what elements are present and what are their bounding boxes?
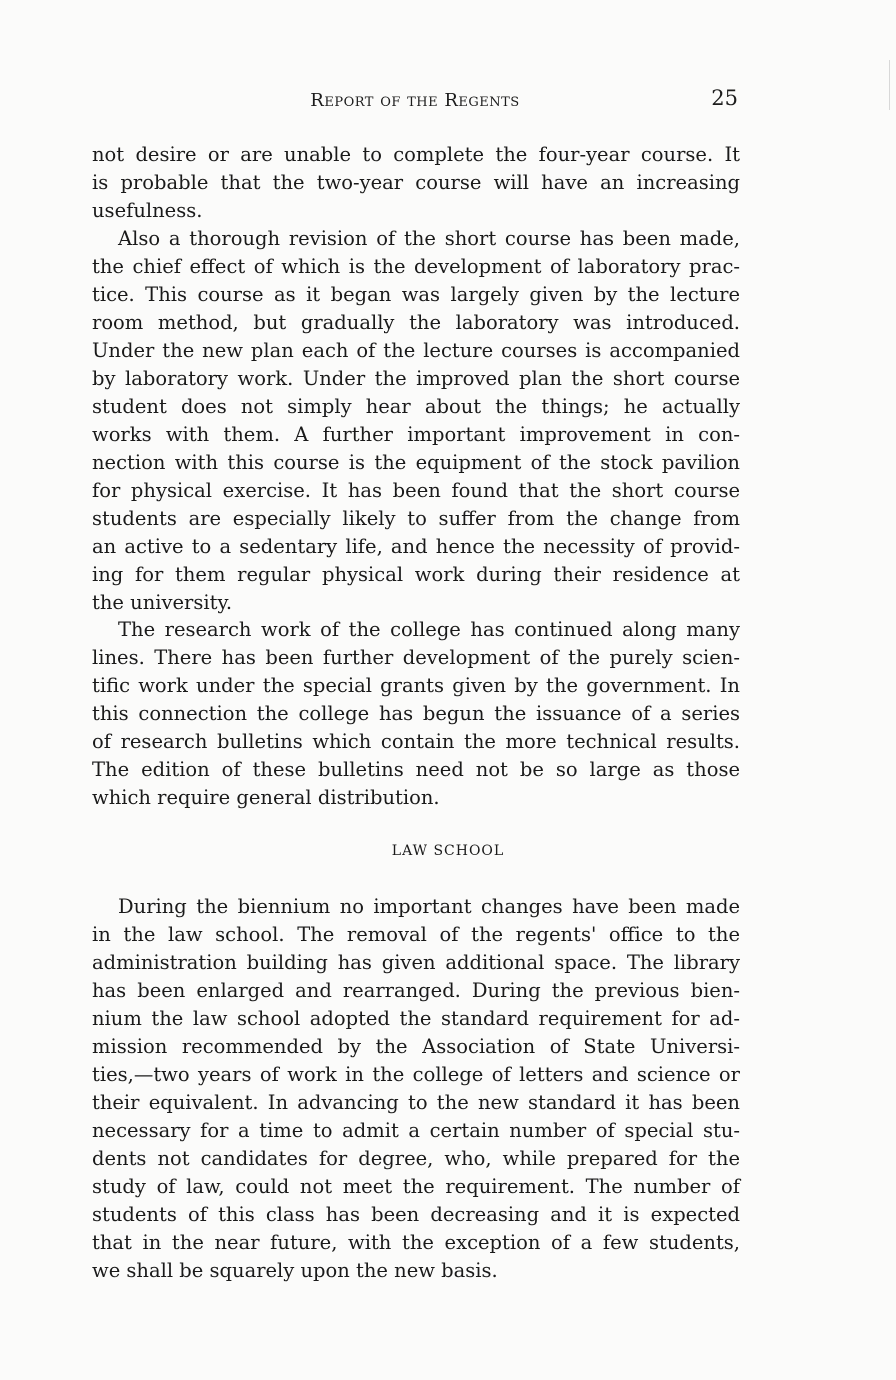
text-line: nection with this course is the equipment of the stock pavilion — [92, 451, 740, 474]
text-line: students are especially likely to suffer from the change from — [92, 507, 740, 530]
text-line: The research work of the college has continued along many — [118, 618, 740, 641]
text-line: by laboratory work. Under the improved plan the short course — [92, 367, 740, 390]
text-line: administration building has given additional space. The library — [92, 951, 740, 974]
text-line: mission recommended by the Association of State Universi- — [92, 1035, 740, 1058]
text-line: their equivalent. In advancing to the new standard it has been — [92, 1091, 740, 1114]
text-line: in the law school. The removal of the regents' office to the — [92, 923, 740, 946]
text-line: usefulness. — [92, 199, 203, 222]
text-line: that in the near future, with the exception of a few students, — [92, 1231, 740, 1254]
text-line: ties,—two years of work in the college of letters and science or — [92, 1063, 740, 1086]
text-line: tice. This course as it began was largely given by the lecture — [92, 283, 740, 306]
page-number: 25 — [711, 86, 738, 110]
text-line: Also a thorough revision of the short course has been made, — [118, 227, 740, 250]
text-line: works with them. A further important improvement in con- — [92, 423, 740, 446]
section-heading: LAW SCHOOL — [391, 843, 505, 859]
text-line: necessary for a time to admit a certain number of special stu- — [92, 1119, 740, 1142]
text-line: study of law, could not meet the requirement. The number of — [92, 1175, 740, 1198]
text-line: students of this class has been decreasing and it is expected — [92, 1203, 740, 1226]
text-line: the university. — [92, 591, 233, 614]
text-line: an active to a sedentary life, and hence the necessity of provid- — [92, 535, 740, 558]
text-line: ing for them regular physical work during their residence at — [92, 563, 740, 586]
text-line: we shall be squarely upon the new basis. — [92, 1259, 498, 1282]
text-line: Under the new plan each of the lecture courses is accompanied — [92, 339, 740, 362]
running-title: Report of the Regents — [310, 90, 520, 111]
text-line: tific work under the special grants given by the government. In — [92, 674, 740, 697]
running-header — [92, 86, 738, 116]
text-line: for physical exercise. It has been found that the short course — [92, 479, 740, 502]
text-line: which require general distribution. — [92, 786, 440, 809]
text-line: of research bulletins which contain the more technical results. — [92, 730, 740, 753]
text-line: is probable that the two-year course will have an increasing — [92, 171, 740, 194]
text-line: lines. There has been further development of the purely scien- — [92, 646, 740, 669]
text-line: not desire or are unable to complete the four-year course. It — [92, 143, 740, 166]
text-line: has been enlarged and rearranged. During the previous bien- — [92, 979, 740, 1002]
text-line: room method, but gradually the laboratory was introduced. — [92, 311, 740, 334]
text-line: this connection the college has begun the issuance of a series — [92, 702, 740, 725]
text-line: student does not simply hear about the things; he actually — [92, 395, 740, 418]
text-line: The edition of these bulletins need not be so large as those — [92, 758, 740, 781]
text-line: dents not candidates for degree, who, while prepared for the — [92, 1147, 740, 1170]
text-line: During the biennium no important changes have been made — [118, 895, 740, 918]
text-line: the chief effect of which is the development of laboratory prac- — [92, 255, 740, 278]
page-edge-mark — [889, 60, 890, 110]
text-line: nium the law school adopted the standard requirement for ad- — [92, 1007, 740, 1030]
